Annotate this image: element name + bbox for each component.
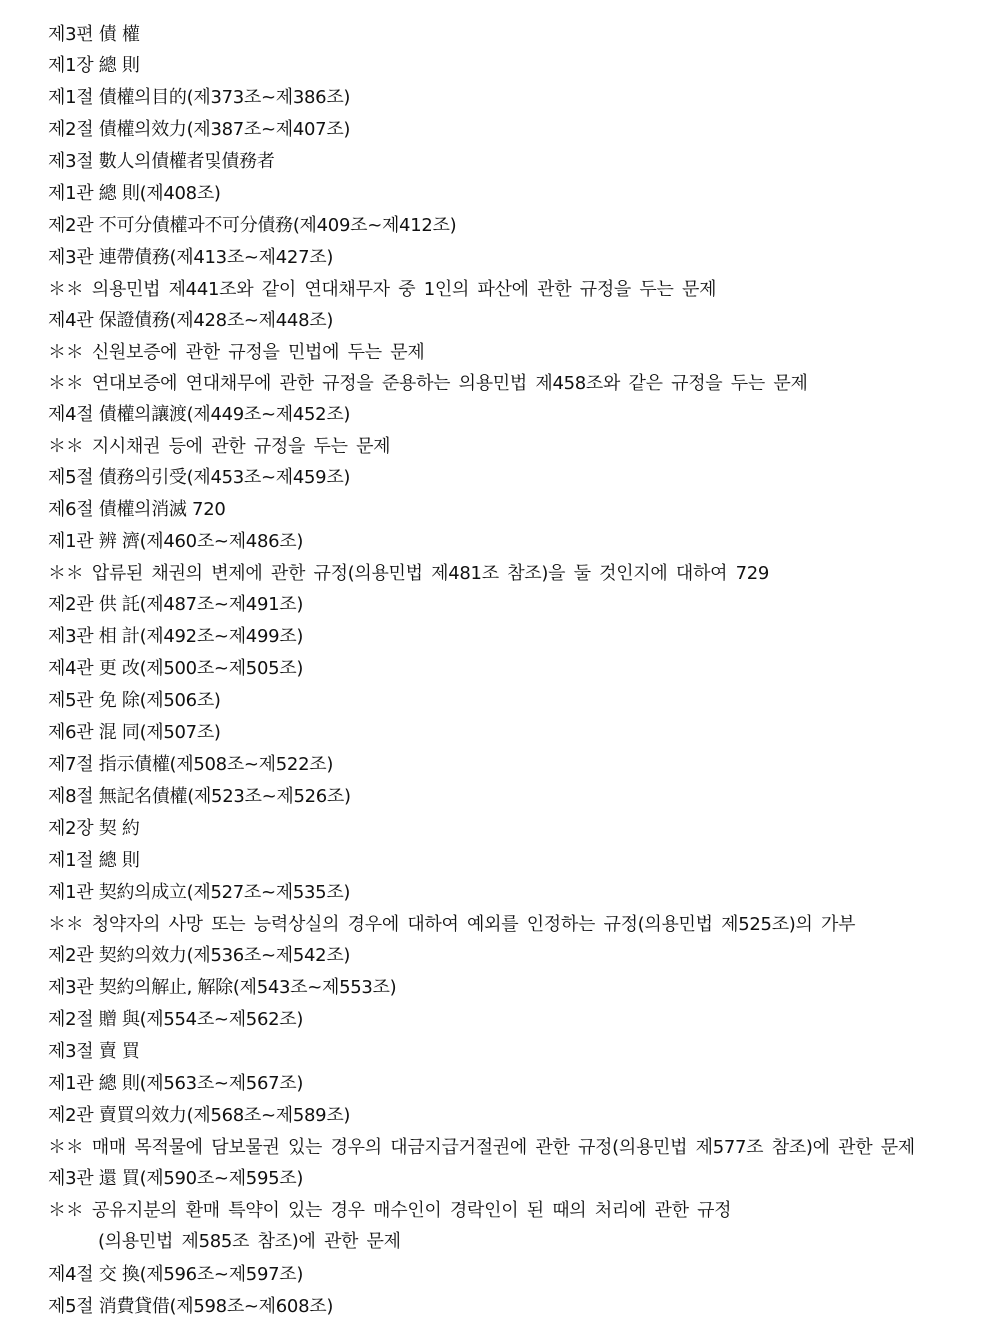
toc-line: 제4절 債權의讓渡(제449조~제452조)	[48, 404, 351, 425]
toc-note: ＊＊ 지시채권 등에 관한 규정을 두는 문제	[48, 436, 391, 457]
toc-note: ＊＊ 매매 목적물에 담보물권 있는 경우의 대금지급거절권에 관한 규정(의용민법 제577조 참조)에 관한 문제	[48, 1137, 915, 1158]
toc-note: ＊＊ 공유지분의 환매 특약이 있는 경우 매수인이 경락인이 된 때의 처리에 관한 규정	[48, 1200, 732, 1221]
toc-line: 제4관 保證債務(제428조~제448조)	[48, 310, 334, 331]
toc-line: 제1절 總 則	[48, 850, 140, 871]
toc-line: 제5절 債務의引受(제453조~제459조)	[48, 467, 351, 488]
toc-line: 제3관 契約의解止, 解除(제543조~제553조)	[48, 977, 397, 998]
toc-line: 제5관 免 除(제506조)	[48, 690, 221, 711]
toc-line: 제3편 債 權	[48, 24, 140, 45]
toc-note: ＊＊ 연대보증에 연대채무에 관한 규정을 준용하는 의용민법 제458조와 같은 규정을 두는 문제	[48, 373, 808, 394]
toc-line: 제2관 供 託(제487조~제491조)	[48, 594, 304, 615]
toc-line: 제1관 總 則(제563조~제567조)	[48, 1073, 304, 1094]
toc-line: 제6절 債權의消滅 720	[48, 499, 226, 520]
toc-line: 제1관 總 則(제408조)	[48, 183, 221, 204]
toc-line: 제1장 總 則	[48, 55, 140, 76]
toc-line: 제3절 賣 買	[48, 1041, 140, 1062]
toc-line: 제4관 更 改(제500조~제505조)	[48, 658, 304, 679]
toc-line: 제1관 契約의成立(제527조~제535조)	[48, 882, 351, 903]
toc-note: ＊＊ 신원보증에 관한 규정을 민법에 두는 문제	[48, 342, 425, 363]
toc-line: 제4절 交 換(제596조~제597조)	[48, 1264, 304, 1285]
toc-note: ＊＊ 의용민법 제441조와 같이 연대채무자 중 1인의 파산에 관한 규정을 두는 문제	[48, 279, 717, 300]
toc-line: 제2관 契約의效力(제536조~제542조)	[48, 945, 351, 966]
toc-line: 제1절 債權의目的(제373조~제386조)	[48, 87, 351, 108]
toc-line: 제2절 贈 與(제554조~제562조)	[48, 1009, 304, 1030]
toc-note: ＊＊ 청약자의 사망 또는 능력상실의 경우에 대하여 예외를 인정하는 규정(의용민법 제525조)의 가부	[48, 914, 856, 935]
toc-line: 제3관 還 買(제590조~제595조)	[48, 1168, 304, 1189]
toc-line: 제2장 契 約	[48, 818, 140, 839]
toc-line: 제7절 指示債權(제508조~제522조)	[48, 754, 334, 775]
toc-line: 제1관 辨 濟(제460조~제486조)	[48, 531, 304, 552]
toc-line: 제6관 混 同(제507조)	[48, 722, 221, 743]
toc-line: 제5절 消費貸借(제598조~제608조)	[48, 1296, 334, 1317]
toc-note-continuation: (의용민법 제585조 참조)에 관한 문제	[98, 1231, 401, 1252]
toc-line: 제2관 賣買의效力(제568조~제589조)	[48, 1105, 351, 1126]
toc-line: 제3절 數人의債權者및債務者	[48, 151, 275, 172]
toc-line: 제2관 不可分債權과不可分債務(제409조~제412조)	[48, 215, 457, 236]
table-of-contents	[48, 21, 978, 1325]
toc-line: 제3관 相 計(제492조~제499조)	[48, 626, 304, 647]
toc-line: 제2절 債權의效力(제387조~제407조)	[48, 119, 351, 140]
toc-line: 제3관 連帶債務(제413조~제427조)	[48, 247, 334, 268]
toc-line: 제8절 無記名債權(제523조~제526조)	[48, 786, 351, 807]
toc-note: ＊＊ 압류된 채권의 변제에 관한 규정(의용민법 제481조 참조)을 둘 것인지에 대하여 729	[48, 563, 770, 584]
